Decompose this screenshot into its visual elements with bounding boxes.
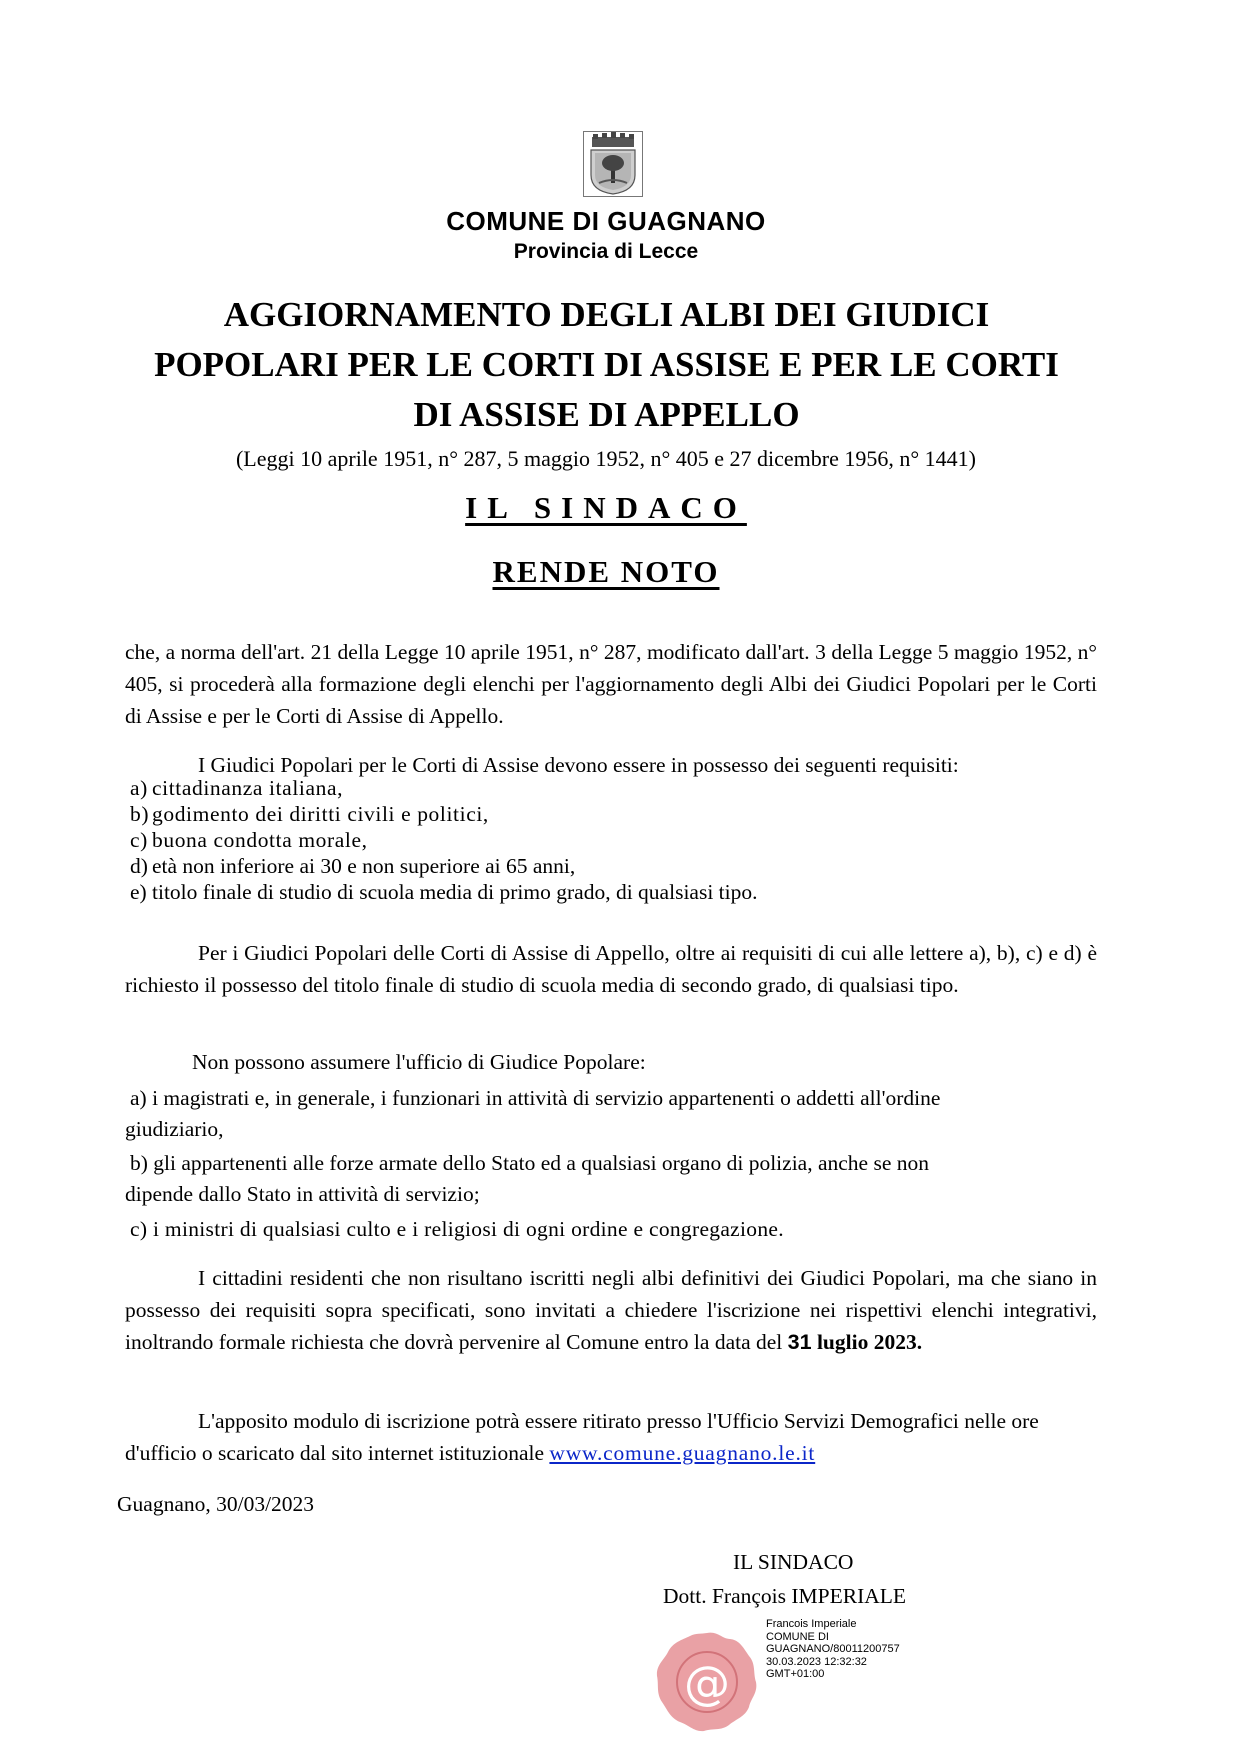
intro-paragraph: che, a norma dell'art. 21 della Legge 10 aprile 1951, n° 287, modificato dall'art. 3 della Legge 5 maggio 1952, n° 405, si procederà alla formazione degli elenchi per l'aggiornamento degli Albi dei Giudici Popolari per le Corti di Assise e per le Corti di Assise di Appello. [125,640,1097,728]
deadline-paragraph [125,1262,1097,1358]
digital-signature-info [766,1618,936,1681]
deadline-day: 31 [787,1330,812,1354]
list-text: godimento dei diritti civili e politici, [152,802,489,826]
digital-signature-line: 30.03.2023 12:32:32 [766,1655,867,1668]
list-item [130,801,1090,827]
laws-reference: (Leggi 10 aprile 1951, n° 287, 5 maggio 1952, n° 405 e 27 dicembre 1956, n° 1441) [235,446,977,471]
svg-text:@: @ [684,1656,730,1710]
place-date: Guagnano, 30/03/2023 [117,1492,315,1516]
incompatibility-item-b-cont: dipende dallo Stato in attività di servizio; [125,1182,480,1206]
list-item [130,853,1090,879]
digital-signature-line: Francois Imperiale [766,1618,857,1630]
deadline-month-year: luglio 2023. [816,1330,923,1354]
signature-title: IL SINDACO [733,1550,854,1574]
list-item [130,827,1090,853]
province-name: Provincia di Lecce [513,240,699,263]
list-letter: b) [130,802,150,826]
signature-name: Dott. François IMPERIALE [663,1584,907,1608]
list-letter: c) [130,828,148,852]
deadline-text: I cittadini residenti che non risultano iscritti negli albi definitivi dei Giudici Popolari, ma che siano in possesso dei requisiti sopra specificati, sono invitati a chiedere l'iscrizione nei rispettivi elenchi integrativi, inoltrando formale richiesta che dovrà pervenire al Comune entro la data del [125,1266,1097,1354]
digital-signature-line: GUAGNANO/80011200757 [766,1643,900,1655]
mayor-heading-text: IL SINDACO [465,490,747,525]
list-letter: a) [130,776,148,800]
title-line: DI ASSISE DI APPELLO [413,395,800,434]
requirements-list [130,775,1090,905]
digital-signature-line: GMT+01:00 [766,1668,825,1680]
digital-signature-seal-icon [652,1627,762,1737]
website-link[interactable]: www.comune.guagnano.le.it [549,1441,816,1465]
title-line: POPOLARI PER LE CORTI DI ASSISE E PER LE CORTI [154,345,1059,384]
requirements-intro: I Giudici Popolari per le Corti di Assise devono essere in possesso dei seguenti requisiti: [198,753,959,777]
form-text: L'apposito modulo di iscrizione potrà essere ritirato presso l'Ufficio Servizi Demografici nelle ore d'ufficio o scaricato dal sito internet istituzionale [125,1409,1039,1465]
announce-heading-text: RENDE NOTO [492,554,720,589]
list-text: buona condotta morale, [152,828,368,852]
incompatibility-item-a-cont: giudiziario, [125,1117,224,1141]
incompatibility-intro: Non possono assumere l'ufficio di Giudice Popolare: [192,1050,646,1074]
municipality-name: COMUNE DI GUAGNANO [446,206,766,236]
document-title [120,290,1093,440]
coat-of-arms-icon [583,131,643,197]
list-letter: d) [130,854,148,878]
list-text: cittadinanza italiana, [152,776,344,800]
mayor-heading [0,490,1212,526]
digital-signature-line: COMUNE DI [766,1630,829,1643]
list-text: età non inferiore ai 30 e non superiore ai 65 anni, [152,854,576,878]
announce-heading [0,554,1212,590]
incompatibility-item-a: a) i magistrati e, in generale, i funzionari in attività di servizio appartenenti o addetti all'ordine [130,1086,941,1110]
list-item [130,879,1090,905]
incompatibility-item-b: b) gli appartenenti alle forze armate dello Stato ed a qualsiasi organo di polizia, anche se non [130,1151,929,1175]
list-item [130,775,1090,801]
form-paragraph [125,1405,1097,1469]
list-text: titolo finale di studio di scuola media di primo grado, di qualsiasi tipo. [152,880,758,904]
list-letter: e) [130,880,147,904]
title-line: AGGIORNAMENTO DEGLI ALBI DEI GIUDICI [223,295,990,334]
incompatibility-item-c: c) i ministri di qualsiasi culto e i religiosi di ogni ordine e congregazione. [130,1217,784,1241]
appeal-requirements-paragraph: Per i Giudici Popolari delle Corti di Assise di Appello, oltre ai requisiti di cui alle lettere a), b), c) e d) è richiesto il possesso del titolo finale di studio di scuola media di secondo grado, di qualsiasi tipo. [125,941,1097,997]
